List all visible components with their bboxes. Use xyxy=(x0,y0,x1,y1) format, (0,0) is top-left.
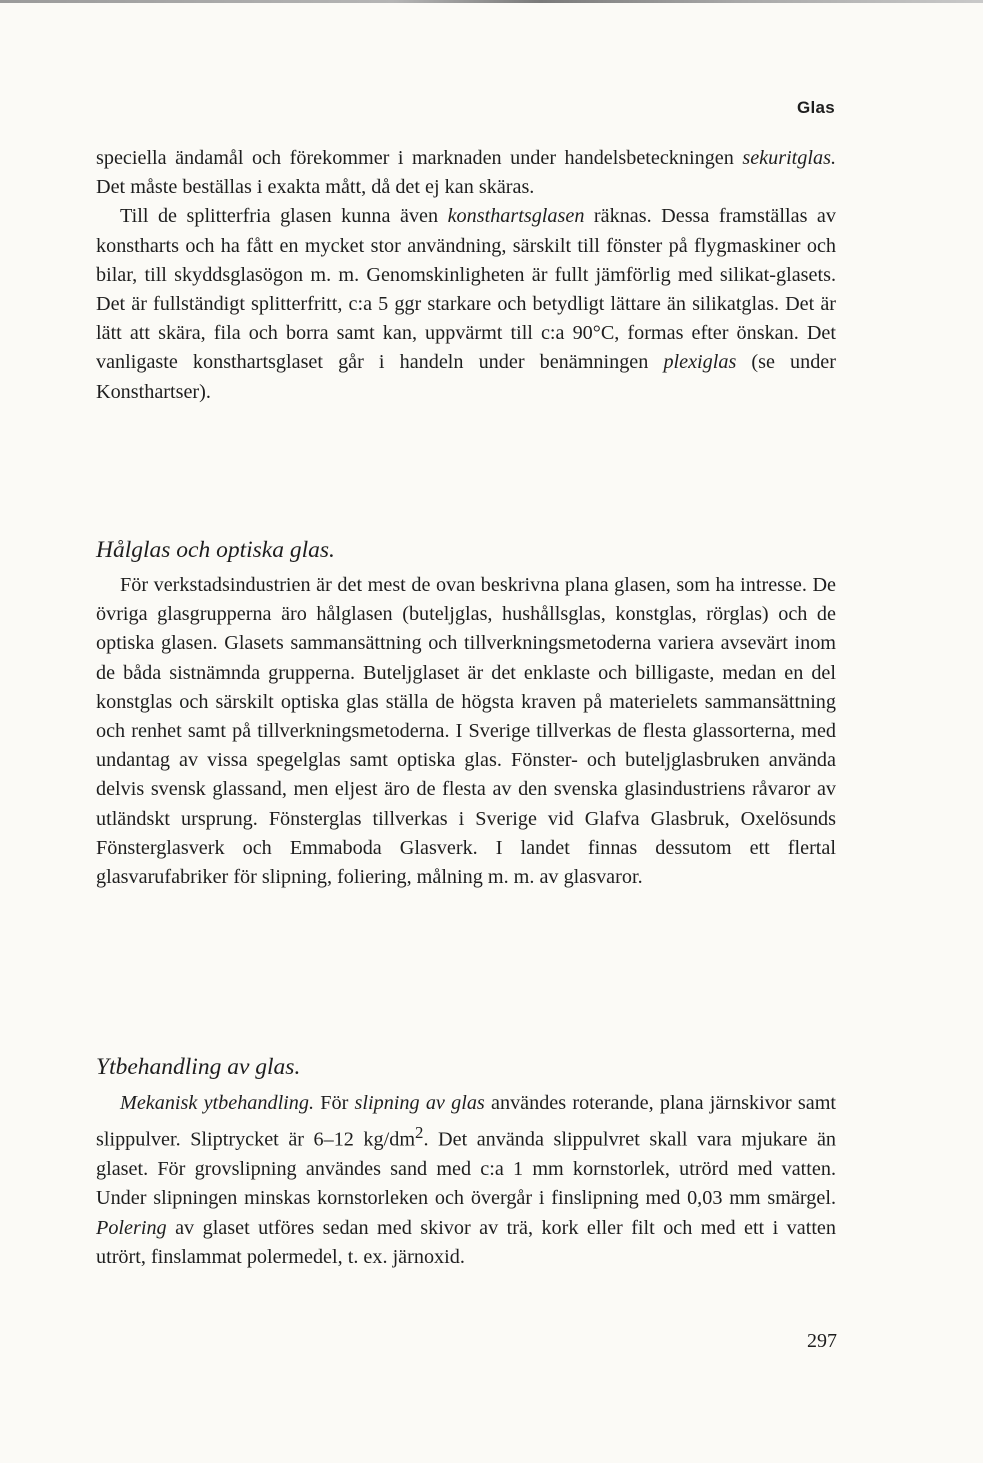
section-ytbehandling-paragraph: Mekanisk ytbehandling. För slipning av glas användes roterande, plana järnskivor samt slippulver. Sliptrycket är 6–12 $kg/dm^2$. Det använda slippulvret skall vara mjukare än glaset. För grovslipning användes sand med c:a 1 mm kornstorlek, utrörd med vatten. Under slipningen minskas kornstorleken och övergår i finslipning med 0,03 mm smärgel. Polering av glaset utföres sedan med skivor av trä, kork eller filt och med ett i vatten utrört, finslammat polermedel, t. ex. järnoxid. xyxy=(96,1092,837,1268)
section-ytbehandling-text xyxy=(96,1089,836,1272)
intro-text xyxy=(96,144,836,407)
section-halglas-text xyxy=(96,571,836,892)
term-slipning-av-glas: slipning av glas xyxy=(354,1092,485,1114)
intro-paragraph-1: speciella ändamål och förekommer i marknaden under handelsbeteckningen sekuritglas. Det måste beställas i exakta mått, då det ej kan skäras. xyxy=(96,147,836,199)
scan-top-edge xyxy=(0,0,983,3)
term-konsthartsglasen: konsthartsglasen xyxy=(447,205,585,228)
section-heading-halglas: Hålglas och optiska glas. xyxy=(96,537,335,563)
term-plexiglas: plexiglas xyxy=(663,351,737,374)
running-head: Glas xyxy=(796,98,835,117)
intro-paragraph-2: Till de splitterfria glasen kunna även konsthartsglasen räknas. Dessa framställas av konstharts och ha fått en mycket stor användning, särskilt till fönster på flygmaskiner och bilar, till skyddsglasögon m. m. Genomskinligheten är fullt jämförlig med silikat-glasets. Det är fullständigt splitterfritt, c:a 5 ggr starkare och betydligt lättare än silikatglas. Det är lätt att skära, fila och borra samt kan, uppvärmt till c:a 90°C, formas efter önskan. Det vanligaste konsthartsglaset går i handeln under benämningen plexiglas (se under Konsthartser). xyxy=(96,205,836,403)
section-halglas-paragraph: För verkstadsindustrien är det mest de ovan beskrivna plana glasen, som ha intresse. De övriga glasgrupperna äro hålglasen (buteljglas, hushållsglas, konstglas, rörglas) och de optiska glasen. Glasets sammansättning och tillverkningsmetoderna variera avsevärt inom de båda sistnämnda grupperna. Buteljglaset är det enklaste och billigaste, medan en del konstglas och särskilt optiska glas ställa de högsta kraven på materielets sammansättning och renhet samt på tillverkningsmetoderna. I Sverige tillverkas de flesta glassorterna, med undantag av vissa spegelglas samt optiska glas. Fönster- och buteljglasbruken använda delvis svensk glassand, men eljest äro de flesta av den svenska glasindustriens råvaror av utländskt ursprung. Fönsterglas tillverkas i Sverige vid Glafva Glasbruk, Oxelösunds Fönsterglasverk och Emmaboda Glasverk. I landet finnas dessutom ett flertal glasvarufabriker för slipning, foliering, målning m. m. av glasvaror. xyxy=(96,574,836,889)
term-mekanisk-ytbehandling: Mekanisk ytbehandling. xyxy=(120,1092,315,1114)
page-number: 297 xyxy=(807,1330,837,1352)
section-heading-ytbehandling: Ytbehandling av glas. xyxy=(96,1054,301,1080)
superscript-2: 2 xyxy=(415,1123,424,1143)
term-polering: Polering xyxy=(96,1216,167,1239)
term-sekuritglas: sekuritglas. xyxy=(742,147,836,169)
